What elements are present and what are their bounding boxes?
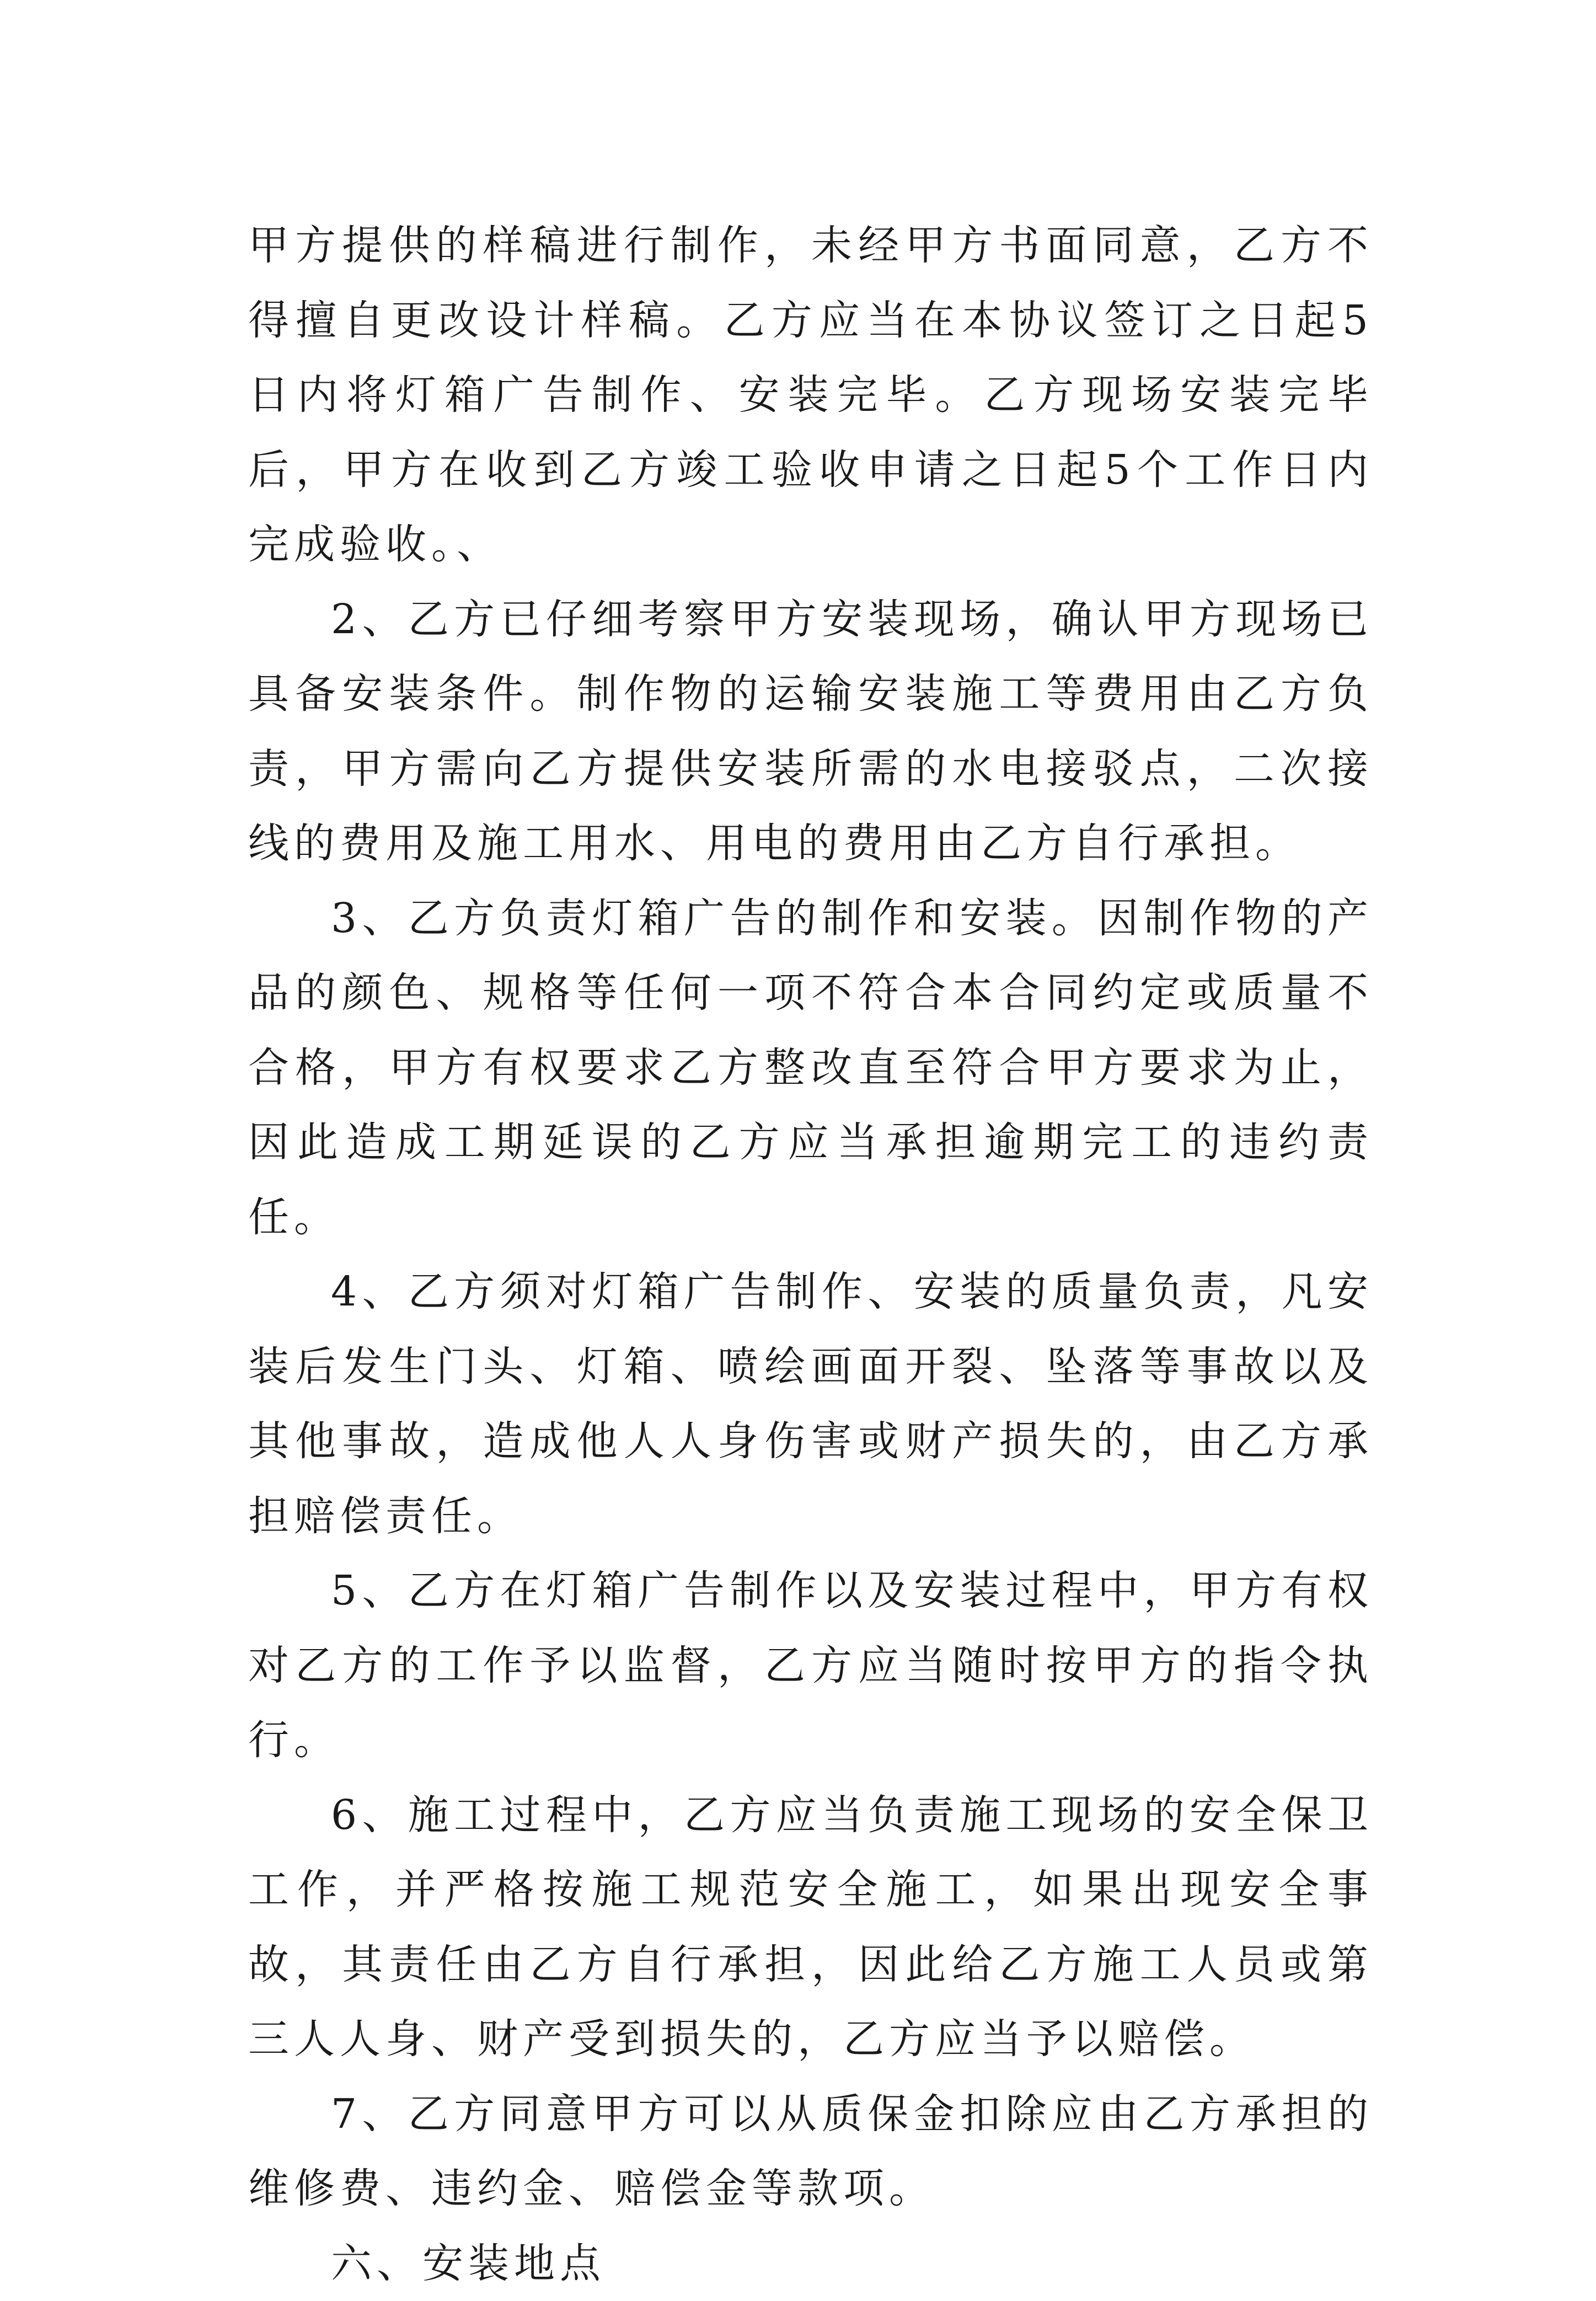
paragraph-clause-5: 5、乙方在灯箱广告制作以及安装过程中，甲方有权对乙方的工作予以监督，乙方应当随时按甲方的指令执行。 (248, 1554, 1373, 1778)
paragraph-clause-6: 6、施工过程中，乙方应当负责施工现场的安全保卫工作，并严格按施工规范安全施工，如果出现安全事故，其责任由乙方自行承担，因此给乙方施工人员或第三人人身、财产受到损失的，乙方应当予以赔偿。 (248, 1778, 1373, 2077)
paragraph-continuation: 甲方提供的样稿进行制作，未经甲方书面同意，乙方不得擅自更改设计样稿。乙方应当在本协议签订之日起5日内将灯箱广告制作、安装完毕。乙方现场安装完毕后，甲方在收到乙方竣工验收申请之日起5个工作日内完成验收。、 (248, 208, 1373, 582)
paragraph-clause-4: 4、乙方须对灯箱广告制作、安装的质量负责，凡安装后发生门头、灯箱、喷绘画面开裂、坠落等事故以及其他事故，造成他人人身伤害或财产损失的，由乙方承担赔偿责任。 (248, 1255, 1373, 1554)
section-heading-installation-location: 六、安装地点 (248, 2227, 1373, 2301)
paragraph-clause-2: 2、乙方已仔细考察甲方安装现场，确认甲方现场已具备安装条件。制作物的运输安装施工等费用由乙方负责，甲方需向乙方提供安装所需的水电接驳点，二次接线的费用及施工用水、用电的费用由乙方自行承担。 (248, 582, 1373, 881)
paragraph-clause-3: 3、乙方负责灯箱广告的制作和安装。因制作物的产品的颜色、规格等任何一项不符合本合同约定或质量不合格，甲方有权要求乙方整改直至符合甲方要求为止，因此造成工期延误的乙方应当承担逾期完工的违约责任。 (248, 881, 1373, 1255)
paragraph-clause-7: 7、乙方同意甲方可以从质保金扣除应由乙方承担的维修费、违约金、赔偿金等款项。 (248, 2077, 1373, 2227)
document-body (248, 208, 1373, 2301)
